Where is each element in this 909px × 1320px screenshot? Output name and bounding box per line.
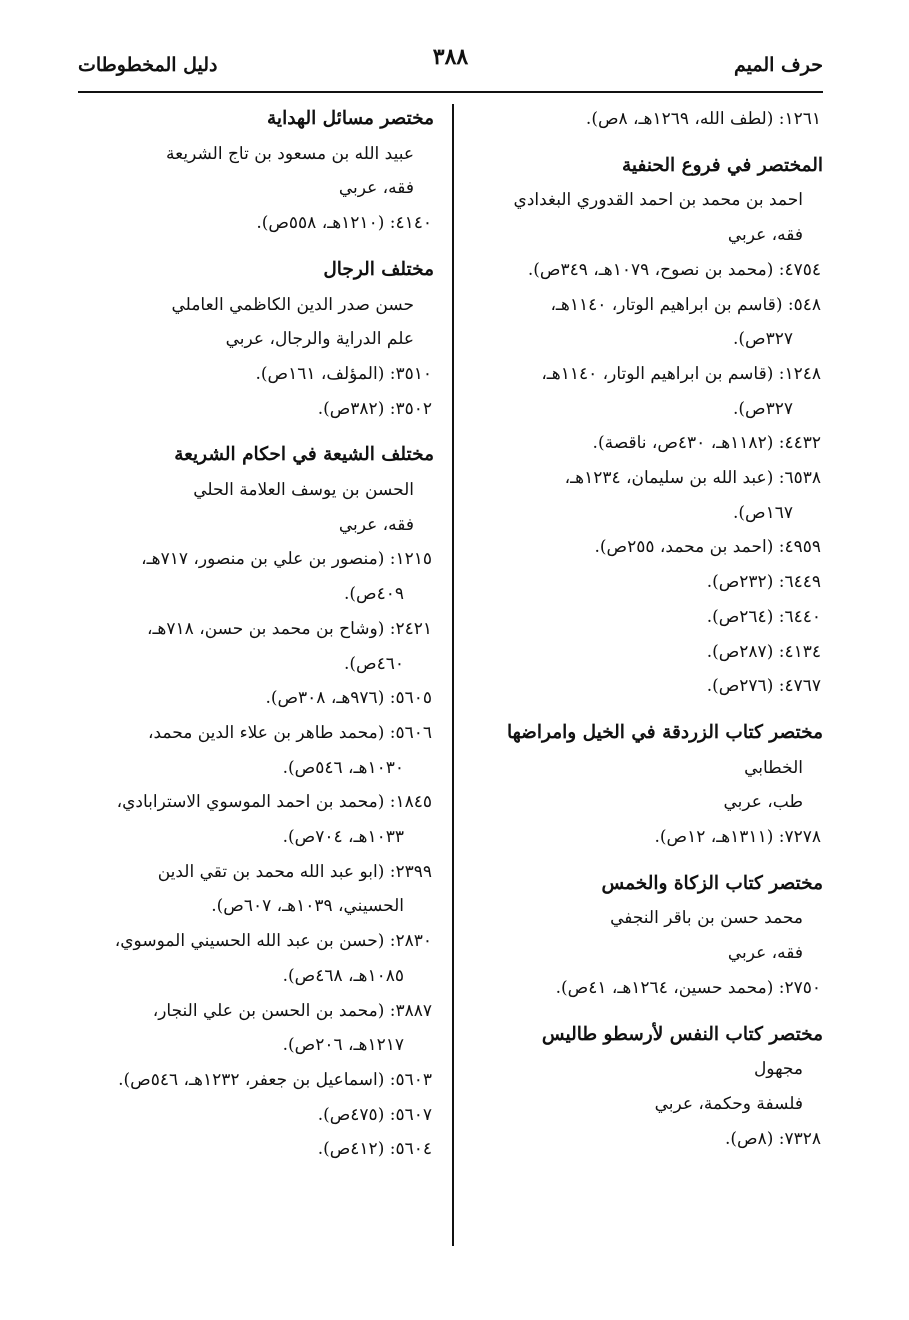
manuscript-entry bbox=[74, 438, 434, 1167]
entry-reference: ٤٧٦٧: (٢٧٦ص). bbox=[706, 676, 821, 697]
entry-title: مختصر مسائل الهداية bbox=[267, 108, 434, 129]
entry-reference: ٥٦٠٧: (٤٧٥ص). bbox=[317, 1104, 432, 1125]
entry-reference: ٤٩٥٩: (احمد بن محمد، ٢٥٥ص). bbox=[594, 537, 821, 558]
column-divider bbox=[452, 104, 454, 1246]
entry-reference: ١٠٣٣هـ، ٧٠٤ص). bbox=[282, 827, 404, 848]
entry-reference: ٥٤٨: (قاسم بن ابراهيم الوتار، ١١٤٠هـ، bbox=[550, 294, 821, 315]
manuscript-entry bbox=[473, 1018, 823, 1157]
entry-reference: ٢٤٢١: (وشاح بن محمد بن حسن، ٧١٨هـ، bbox=[146, 618, 432, 639]
entry-reference: ٢٨٣٠: (حسن بن عبد الله الحسيني الموسوي، bbox=[114, 931, 432, 952]
entry-title: مختصر كتاب الزكاة والخمس bbox=[601, 872, 823, 894]
entry-reference: ٣٥١٠: (المؤلف، ١٦١ص). bbox=[255, 363, 432, 384]
entry-reference: ٦٥٣٨: (عبد الله بن سليمان، ١٢٣٤هـ، bbox=[564, 468, 821, 489]
entry-reference: ٥٦٠٥: (٩٧٦هـ، ٣٠٨ص). bbox=[265, 688, 432, 709]
manuscript-entry bbox=[473, 102, 823, 137]
entry-reference: ٤٠٩ص). bbox=[344, 584, 404, 605]
entry-reference: ٦٤٤٩: (٢٣٢ص). bbox=[706, 572, 821, 593]
entry-reference: ١٨٤٥: (محمد بن احمد الموسوي الاسترابادي، bbox=[116, 792, 432, 813]
entry-reference: ٧٢٧٨: (١٣١١هـ، ١٢ص). bbox=[654, 827, 821, 848]
entry-author: محمد حسن بن باقر النجفي bbox=[610, 908, 803, 929]
manuscript-entry bbox=[473, 867, 823, 1006]
entry-subject: طب، عربي bbox=[723, 792, 803, 813]
entry-reference: ٥٦٠٤: (٤١٢ص). bbox=[317, 1139, 432, 1160]
entry-reference: ٣٨٨٧: (محمد بن الحسن بن علي النجار، bbox=[152, 1000, 432, 1021]
entry-subject: فلسفة وحكمة، عربي bbox=[654, 1093, 803, 1114]
entry-reference: ٥٦٠٣: (اسماعيل بن جعفر، ١٢٣٢هـ، ٥٤٦ص). bbox=[118, 1069, 432, 1090]
entry-author: الحسن بن يوسف العلامة الحلي bbox=[193, 480, 414, 501]
entry-title: مختلف الرجال bbox=[323, 258, 434, 280]
entry-title: مختلف الشيعة في احكام الشريعة bbox=[174, 444, 434, 466]
entry-author: مجهول bbox=[753, 1059, 803, 1080]
section-title: حرف الميم bbox=[734, 54, 823, 76]
entry-author: عبيد الله بن مسعود بن تاج الشريعة bbox=[166, 143, 414, 164]
right-column bbox=[473, 102, 823, 1168]
entry-subject: فقه، عربي bbox=[727, 225, 803, 246]
entry-author: الخطابي bbox=[744, 757, 803, 778]
manuscript-entry bbox=[473, 149, 823, 704]
manuscript-entry bbox=[473, 716, 823, 855]
entry-reference: ٤١٤٠: (١٢١٠هـ، ٥٥٨ص). bbox=[256, 213, 432, 234]
entry-title: المختصر في فروع الحنفية bbox=[621, 154, 823, 176]
manuscript-entry bbox=[74, 253, 434, 427]
entry-reference: ٤٧٥٤: (محمد بن نصوح، ١٠٧٩هـ، ٣٤٩ص). bbox=[527, 259, 821, 280]
entry-reference: ٥٦٠٦: (محمد طاهر بن علاء الدين محمد، bbox=[148, 722, 432, 743]
entry-reference: ١٢٦١: (لطف الله، ١٢٦٩هـ، ٨ص). bbox=[585, 109, 821, 129]
entry-reference: ٦٤٤٠: (٢٦٤ص). bbox=[706, 606, 821, 627]
manuscript-entry bbox=[74, 102, 434, 241]
entry-reference: ٤٦٠ص). bbox=[344, 653, 404, 674]
page-number: ٣٨٨ bbox=[432, 44, 469, 70]
entry-reference: ٢٣٩٩: (ابو عبد الله محمد بن تقي الدين bbox=[157, 861, 432, 882]
left-column bbox=[74, 102, 434, 1179]
entry-reference: ٣٢٧ص). bbox=[733, 329, 793, 350]
entry-reference: ١٢٤٨: (قاسم بن ابراهيم الوتار، ١١٤٠هـ، bbox=[541, 363, 821, 384]
entry-title: مختصر كتاب النفس لأرسطو طاليس bbox=[541, 1023, 823, 1045]
entry-reference: ٣٢٧ص). bbox=[733, 398, 793, 419]
entry-subject: علم الدراية والرجال، عربي bbox=[225, 329, 414, 350]
entry-author: حسن صدر الدين الكاظمي العاملي bbox=[171, 294, 414, 315]
entry-reference: ١٢١٥: (منصور بن علي بن منصور، ٧١٧هـ، bbox=[141, 549, 432, 570]
entry-reference: الحسيني، ١٠٣٩هـ، ٦٠٧ص). bbox=[211, 896, 404, 917]
entry-reference: ١٠٣٠هـ، ٥٤٦ص). bbox=[282, 757, 404, 778]
entry-subject: فقه، عربي bbox=[727, 943, 803, 964]
entry-subject: فقه، عربي bbox=[338, 178, 414, 199]
entry-title: مختصر كتاب الزردقة في الخيل وامراضها bbox=[506, 721, 823, 743]
entry-reference: ٧٣٢٨: (٨ص). bbox=[724, 1128, 821, 1149]
entry-reference: ١٢١٧هـ، ٢٠٦ص). bbox=[282, 1035, 404, 1056]
entry-reference: ٤١٣٤: (٢٨٧ص). bbox=[706, 641, 821, 662]
entry-subject: فقه، عربي bbox=[338, 514, 414, 535]
book-title: دليل المخطوطات bbox=[78, 54, 218, 76]
header-rule bbox=[78, 91, 823, 93]
entry-author: احمد بن محمد بن احمد القدوري البغدادي bbox=[513, 190, 803, 211]
page-header bbox=[78, 40, 823, 90]
entry-reference: ٢٧٥٠: (محمد حسين، ١٢٦٤هـ، ٤١ص). bbox=[555, 977, 821, 998]
entry-reference: ١٦٧ص). bbox=[733, 502, 793, 523]
entry-reference: ٣٥٠٢: (٣٨٢ص). bbox=[317, 398, 432, 419]
entry-reference: ١٠٨٥هـ، ٤٦٨ص). bbox=[282, 965, 404, 986]
entry-reference: ٤٤٣٢: (١١٨٢هـ، ٤٣٠ص، ناقصة). bbox=[592, 433, 821, 454]
